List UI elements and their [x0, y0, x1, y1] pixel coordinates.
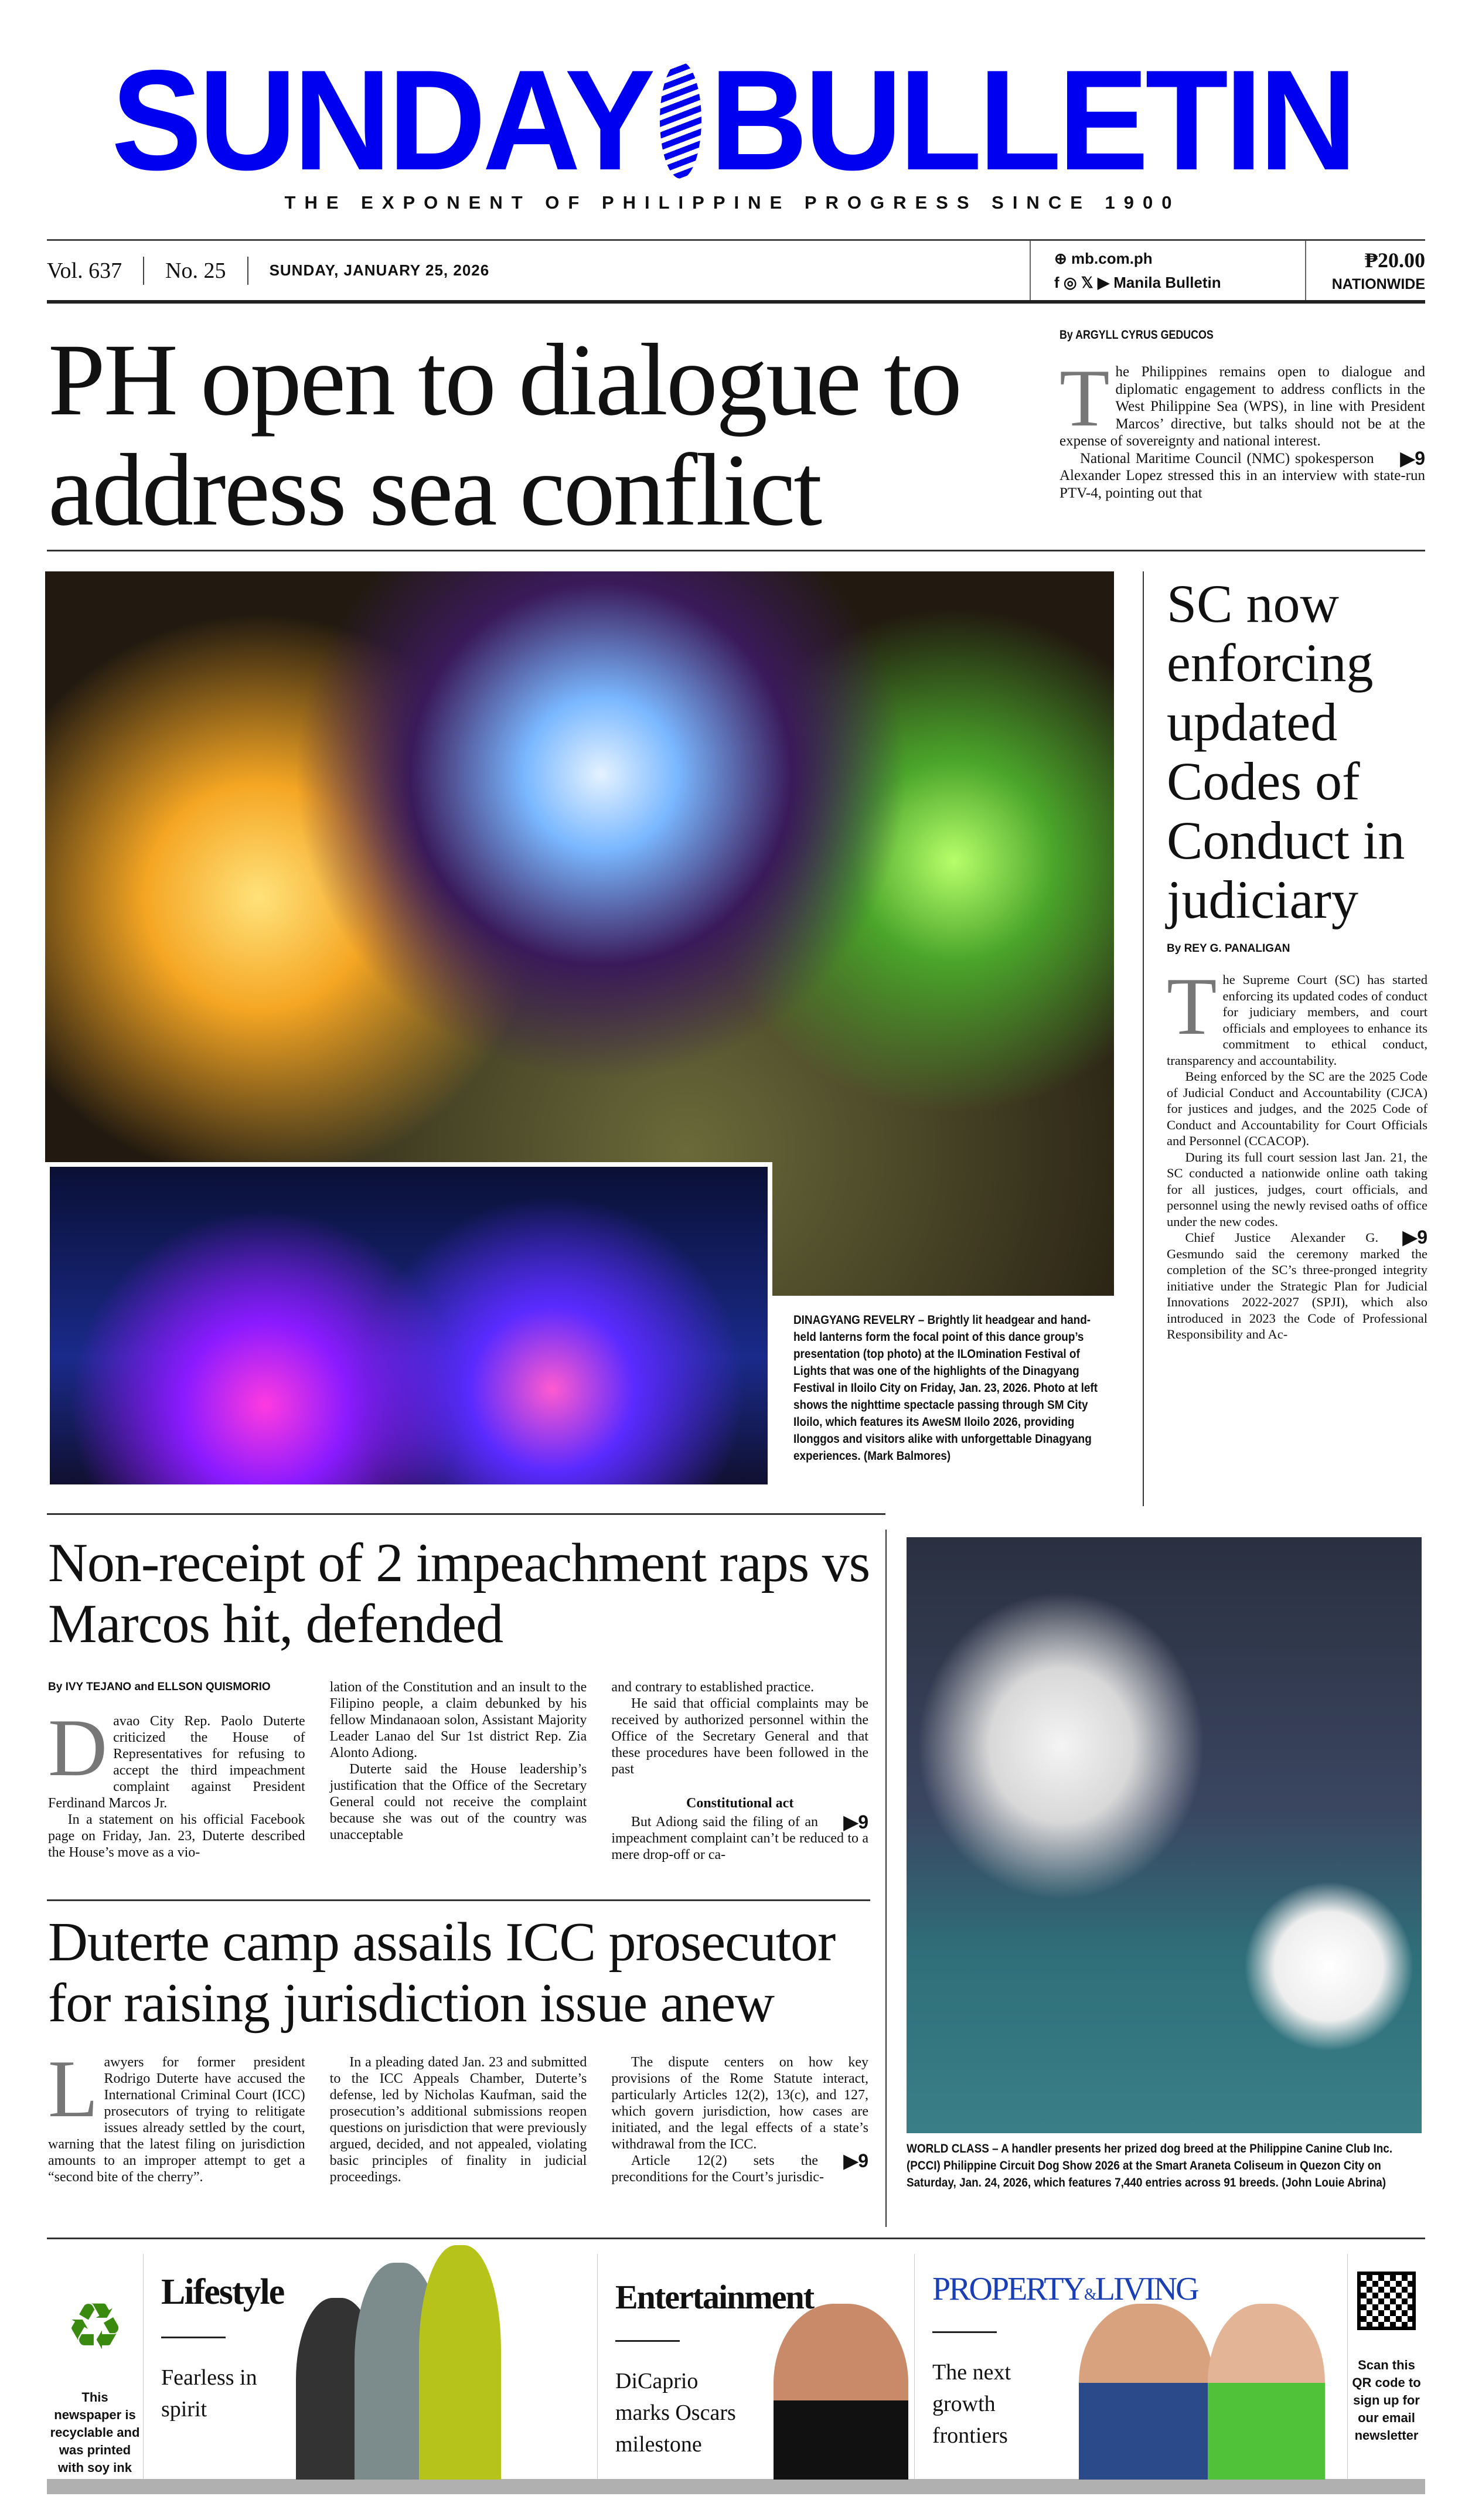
globe-icon: ⊕	[1054, 249, 1072, 267]
dinagyang-caption: DINAGYANG REVELRY – Brightly lit headgear and hand-held lanterns form the focal point of this dance group’s presentation (top photo) at the ILOmination Festival of Lights that was one of the highlights of the Dinagyang Festival in Iloilo City on Friday, Jan. 23, 2026. Photo at left shows the nighttime spectacle passing through SM City Iloilo, which features its AweSM Iloilo 2026, providing Ilonggos and visitors alike with unforgettable Dinagyang experiences. (Mark Balmores)	[793, 1313, 1098, 1463]
volume: Vol. 637	[47, 257, 144, 285]
impeachment-byline: By IVY TEJANO and ELLSON QUISMORIO	[48, 1681, 271, 1693]
continued-page-9[interactable]: ▶9	[1402, 1227, 1427, 1248]
property-photo	[1208, 2304, 1325, 2480]
qr-text: Scan this QR code to sign up for our email newsletter	[1352, 2358, 1421, 2443]
lifestyle-teaser[interactable]	[144, 2254, 598, 2480]
section-title	[932, 2270, 1347, 2308]
tagline: THE EXPONENT OF PHILIPPINE PROGRESS SINCE 1900	[284, 192, 1181, 213]
recycle-note	[47, 2254, 144, 2480]
impeachment-story	[48, 1679, 868, 1863]
dash	[932, 2331, 997, 2333]
recycle-text: This newspaper is recyclable and was printed with soy ink	[50, 2390, 140, 2475]
dog-show-caption: WORLD CLASS – A handler presents her prized dog breed at the Philippine Canine Club Inc. (PCCI) Philippine Circuit Dog Show 2026 at the Smart Araneta Coliseum in Quezon City on Saturday, Jan. 24, 2026, which features 7,440 entries across 91 breeds. (John Louie Abrina)	[907, 2141, 1393, 2189]
website-link[interactable]: mb.com.ph	[1071, 249, 1153, 267]
lead-headline: PH open to dialogue to address sea conflict	[48, 323, 960, 547]
footer-bar	[47, 2479, 1425, 2494]
globe-emblem-icon	[660, 62, 701, 179]
property-teaser[interactable]	[914, 2254, 1348, 2480]
paragraph: Article 12(2) sets the preconditions for the Court’s jurisdic-	[611, 2153, 824, 2185]
paragraph: avao City Rep. Paolo Duterte criticized the House of Representatives for refusing to accept the third impeachment complaint against President Ferdinand Marcos Jr.	[48, 1714, 305, 1811]
paragraph: In a statement on his official Facebook page on Friday, Jan. 23, Duterte described the House’s move as a vio-	[48, 1812, 305, 1860]
section-title: Lifestyle	[161, 2272, 284, 2312]
paragraph: he Supreme Court (SC) has started enforcing its updated codes of conduct for judiciary members, and court officials and employees to enhance its commitment to ethical conduct, transparency and accountability.	[1167, 972, 1427, 1068]
column-2	[330, 2054, 587, 2185]
paragraph: Being enforced by the SC are the 2025 Code of Judicial Conduct and Accountability (CJCA) for justices and judges, and the 2025 Code of Conduct and Accountability for Court Officials and Personnel (CCACOP).	[1167, 1069, 1427, 1148]
dinagyang-inset-photo	[45, 1162, 772, 1489]
paragraph: Duterte said the House leadership’s justification that the Office of the Secretary General could not receive the complaint because she was out of the country was unacceptable	[329, 1762, 587, 1843]
drop-cap: T	[1059, 353, 1110, 444]
entertainment-teaser[interactable]	[598, 2254, 914, 2480]
property-photo	[1079, 2304, 1214, 2480]
issue-info-bar	[47, 239, 1425, 304]
entertainment-photo	[774, 2304, 908, 2480]
lead-byline: By ARGYLL CYRUS GEDUCOS	[1059, 328, 1214, 342]
column-3	[611, 2054, 868, 2185]
sc-story	[1167, 942, 1427, 1343]
paragraph: National Maritime Council (NMC) spokesperson Alexander Lopez stressed this in an interview with state-run PTV-4, pointing out that	[1059, 450, 1425, 501]
paragraph: and contrary to established practice.	[611, 1680, 815, 1695]
dash	[615, 2340, 680, 2342]
masthead-sunday: SUNDAY	[111, 40, 652, 200]
column-1	[48, 1679, 305, 1863]
drop-cap: T	[1167, 961, 1217, 1052]
divider	[47, 2238, 1425, 2239]
coverage: NATIONWIDE	[1331, 276, 1425, 292]
price: ₱20.00	[1365, 248, 1425, 272]
drop-cap: D	[48, 1702, 108, 1793]
paragraph: he Philippines remains open to dialogue and diplomatic engagement to address conflicts in the West Philippine Sea (WPS), in line with President Marcos’ directive, but talks should not be at the expense of sovereignty and national interest.	[1059, 364, 1425, 449]
qr-code-icon[interactable]	[1357, 2272, 1416, 2330]
dog-show-photo	[907, 1537, 1422, 2133]
recycle-icon: ♻	[66, 2291, 124, 2363]
divider	[47, 1513, 885, 1515]
dash	[161, 2337, 226, 2338]
continued-page-9[interactable]: ▶9	[843, 2150, 868, 2171]
social-handle: Manila Bulletin	[1113, 273, 1221, 291]
paragraph: In a pleading dated Jan. 23 and submitted to the ICC Appeals Chamber, Duterte’s defense, led by Nicholas Kaufman, said the prosecution’s additional submissions reopen questions on jurisdiction that were previously argued, decided, and not appealed, violating basic principles of finality in judicial proceedings.	[329, 2055, 587, 2185]
lead-story	[1059, 328, 1425, 502]
ampersand: &	[1084, 2286, 1095, 2304]
paragraph: He said that official complaints may be received by authorized personnel within the Office of the Secretary General and that these procedures have been followed in the past	[611, 1696, 868, 1777]
icc-story	[48, 2044, 868, 2185]
teaser-text: The next growth frontiers	[932, 2360, 1011, 2448]
column-divider	[885, 1530, 887, 2227]
sc-byline: By REY G. PANALIGAN	[1167, 942, 1290, 955]
paragraph: Chief Justice Alexander G. Gesmundo said the ceremony marked the completion of the SC’s three-pronged integrity initiative under the Strategic Plan for Judicial Innovations 2022-2027 (SPJI), which also introduced in 2023 the Code of Professional Responsibility and Ac-	[1167, 1230, 1427, 1341]
paragraph: awyers for former president Rodrigo Duterte have accused the International Criminal Court (ICC) prosecutors of trying to relitigate issues already settled by the court, warning that the latest filing on jurisdiction amounts to an improper attempt to get a “second bite of the cherry”.	[48, 2055, 305, 2185]
social-icons: f ◎ 𝕏 ▶	[1054, 273, 1114, 291]
web-social	[1030, 241, 1305, 300]
masthead-bulletin: BULLETIN	[710, 40, 1354, 200]
drop-cap: L	[48, 2044, 98, 2134]
divider	[47, 1899, 870, 1901]
price-box	[1305, 241, 1425, 300]
column-divider	[1143, 571, 1144, 1506]
title-a: PROPERTY	[932, 2271, 1084, 2307]
icc-headline: Duterte camp assails ICC prosecutor for raising jurisdiction issue anew	[48, 1912, 836, 2034]
section-title: Entertainment	[615, 2278, 814, 2316]
paragraph: The dispute centers on how key provisions of the Rome Statute interact, particularly Articles 12(2), 13(c), and 127, which govern jurisdiction, how cases are initiated, and the legal effects of a state’s withdrawal from the ICC.	[611, 2055, 868, 2152]
teaser-text: DiCaprio marks Oscars milestone	[615, 2369, 736, 2457]
continued-page-9[interactable]: ▶9	[843, 1811, 868, 1833]
sc-headline: SC now enforcing updated Codes of Conduct in judiciary	[1167, 574, 1405, 929]
impeachment-headline: Non-receipt of 2 impeachment raps vs Marcos hit, defended	[48, 1533, 870, 1654]
column-3	[611, 1679, 868, 1863]
paragraph: But Adiong said the filing of an impeachment complaint can’t be reduced to a mere drop-off or ca-	[611, 1814, 868, 1862]
column-2	[330, 1679, 587, 1863]
masthead-logo	[111, 40, 1354, 200]
qr-signup[interactable]	[1348, 2254, 1425, 2480]
teaser-text: Fearless in spirit	[161, 2365, 257, 2422]
subhead: Constitutional act	[686, 1796, 794, 1811]
column-1	[48, 2044, 305, 2185]
title-b: LIVING	[1095, 2271, 1198, 2307]
paragraph: During its full court session last Jan. 21, the SC conducted a nationwide online oath taking for all justices, judges, court officials, and personnel using the newly revised oaths of office under the new codes.	[1167, 1149, 1427, 1229]
section-teasers	[47, 2254, 1425, 2480]
issue-date: SUNDAY, JANUARY 25, 2026	[269, 261, 490, 279]
paragraph: lation of the Constitution and an insult to the Filipino people, a claim debunked by his fellow Mindanaoan solon, Assistant Majority Leader Lanao del Sur 1st district Rep. Zia Alonto Adiong.	[329, 1680, 587, 1760]
issue-number: No. 25	[144, 257, 248, 285]
continued-page-9[interactable]: ▶9	[1400, 447, 1425, 469]
divider	[47, 550, 1425, 551]
